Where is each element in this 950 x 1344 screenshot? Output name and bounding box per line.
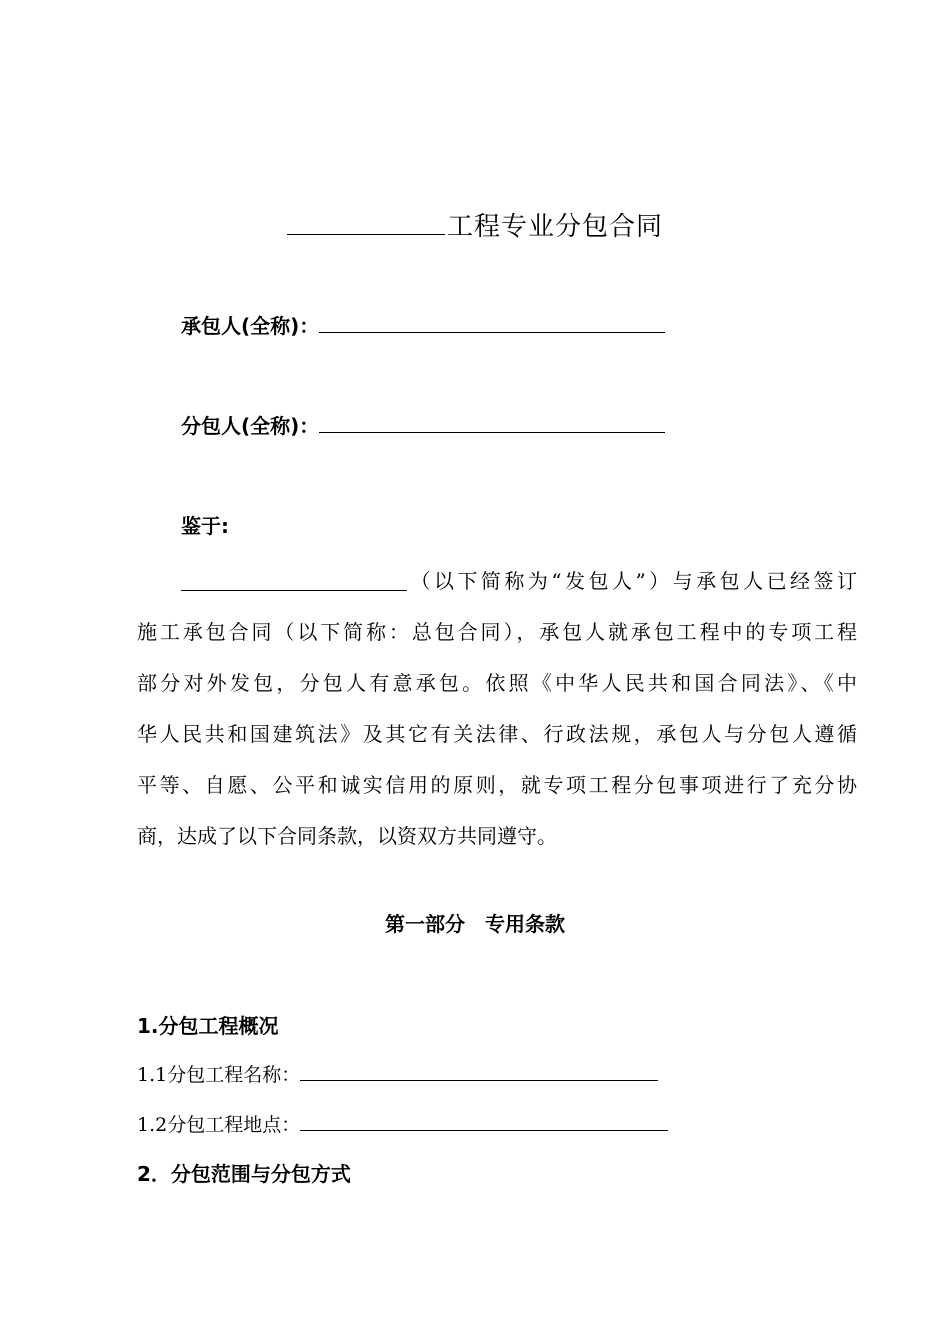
section-1-heading: 1.分包工程概况 <box>137 1014 279 1038</box>
preamble-line: 施工承包合同（以下简称：总包合同），承包人就承包工程中的专项工程 <box>137 620 857 644</box>
section-2-heading: 2．分包范围与分包方式 <box>137 1162 351 1186</box>
contractor-row <box>181 310 665 339</box>
item-1-2-label: 1.2分包工程地点： <box>137 1114 301 1136</box>
subcontractor-label: 分包人(全称)： <box>181 414 320 438</box>
preamble-line: 平等、自愿、公平和诚实信用的原则，就专项工程分包事项进行了充分协 <box>137 773 857 797</box>
contract-title-text: 工程专业分包合同 <box>446 212 663 242</box>
preamble-line <box>137 556 857 607</box>
preamble-line: 商，达成了以下合同条款，以资双方共同遵守。 <box>137 824 557 848</box>
contractor-name-blank <box>319 313 665 333</box>
preamble-line: 华人民共和国建筑法》及其它有关法律、行政法规，承包人与分包人遵循 <box>137 722 857 746</box>
item-1-1-label: 1.1分包工程名称： <box>137 1064 301 1086</box>
part-one-heading: 第一部分 专用条款 <box>385 912 565 936</box>
project-name-blank <box>287 208 445 235</box>
subcontract-project-name-blank <box>300 1062 658 1081</box>
preamble-line: 部分对外发包，分包人有意承包。依照《中华人民共和国合同法》、《中 <box>137 671 857 695</box>
item-1-2-row <box>137 1110 668 1137</box>
employer-name-blank <box>181 570 407 591</box>
subcontractor-row <box>181 410 665 439</box>
preamble-line-text: （以下简称为“发包人”）与承包人已经签订 <box>407 569 857 593</box>
subcontract-project-location-blank <box>300 1112 668 1131</box>
whereas-label: 鉴于: <box>181 514 229 538</box>
contract-title <box>0 206 950 243</box>
contractor-label: 承包人(全称)： <box>181 314 320 338</box>
item-1-1-row <box>137 1060 658 1087</box>
subcontractor-name-blank <box>319 413 665 433</box>
preamble-paragraph <box>137 556 857 862</box>
